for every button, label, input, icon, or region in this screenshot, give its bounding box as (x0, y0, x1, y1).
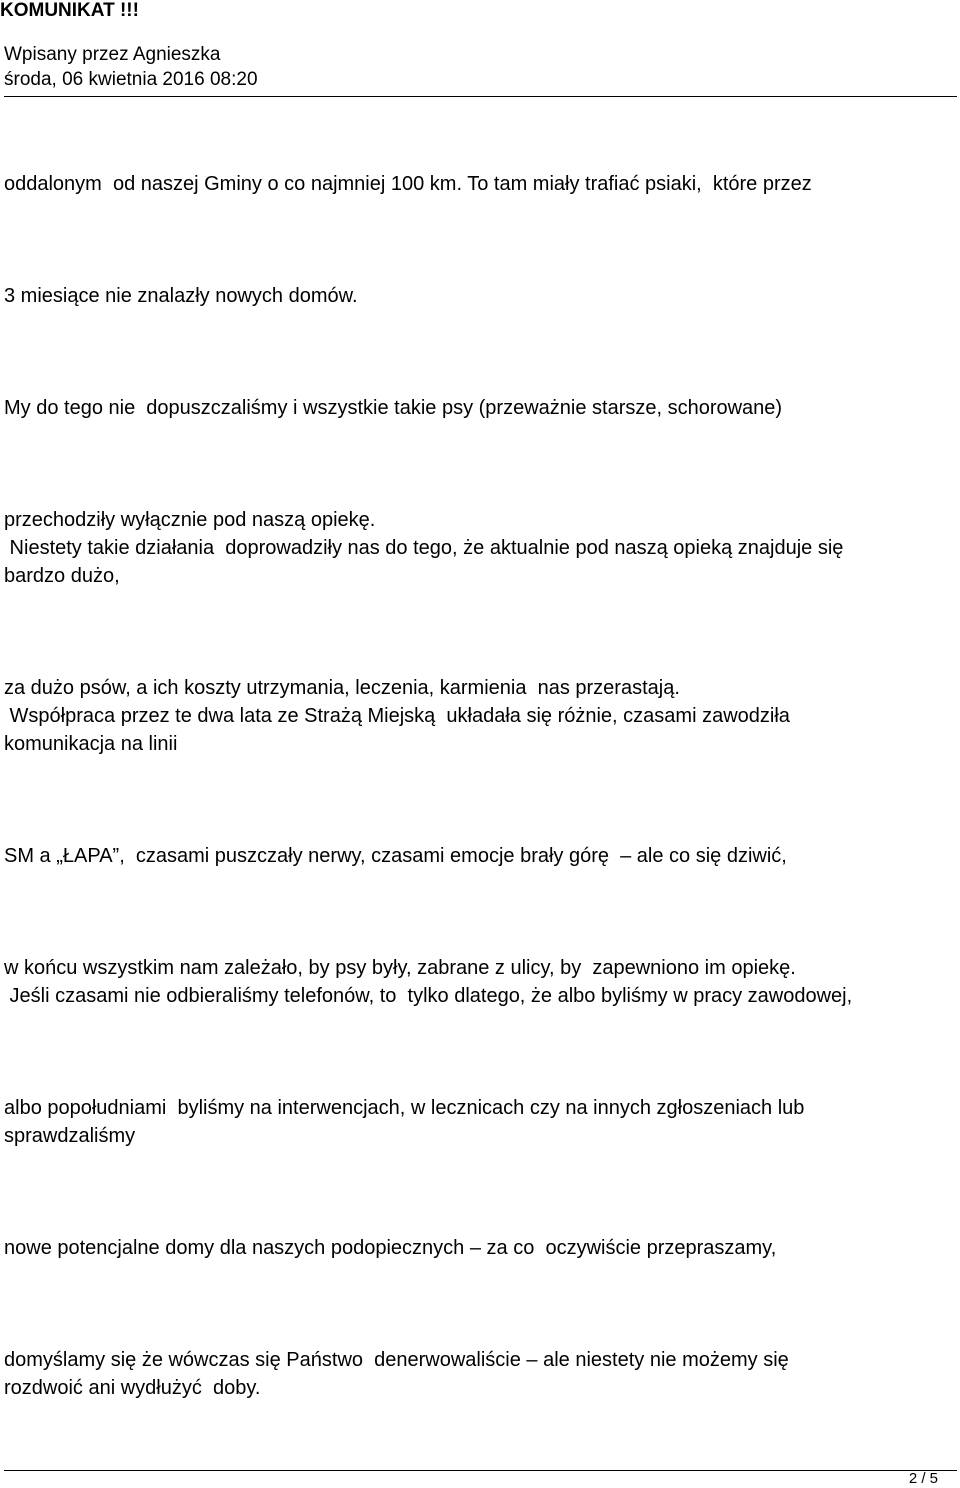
body-line: komunikacja na linii (4, 733, 178, 755)
body-line: rozdwoić ani wydłużyć doby. (4, 1377, 261, 1399)
body-line: albo popołudniami byliśmy na interwencjach, w lecznicach czy na innych zgłoszeniach lub (4, 1097, 805, 1119)
body-line: nowe potencjalne domy dla naszych podopiecznych – za co oczywiście przepraszamy, (4, 1237, 777, 1259)
document-title: KOMUNIKAT !!! (0, 0, 139, 21)
author-line: Wpisany przez Agnieszka (4, 44, 221, 65)
footer-divider (4, 1470, 957, 1471)
body-line: SM a „ŁAPA”, czasami puszczały nerwy, czasami emocje brały górę – ale co się dziwić, (4, 845, 787, 867)
date-line: środa, 06 kwietnia 2016 08:20 (4, 69, 258, 90)
page-number: 2 / 5 (908, 1470, 938, 1487)
body-line: za dużo psów, a ich koszty utrzymania, leczenia, karmienia nas przerastają. (4, 677, 680, 699)
body-line: My do tego nie dopuszczaliśmy i wszystkie takie psy (przeważnie starsze, schorowane) (4, 397, 783, 419)
body-line: w końcu wszystkim nam zależało, by psy były, zabrane z ulicy, by zapewniono im opiekę. (4, 957, 796, 979)
body-line: bardzo dużo, (4, 565, 120, 587)
body-line: Jeśli czasami nie odbieraliśmy telefonów, to tylko dlatego, że albo byliśmy w pracy zawodowej, (4, 985, 853, 1007)
body-line: 3 miesiące nie znalazły nowych domów. (4, 285, 358, 307)
header-divider (4, 96, 957, 97)
body-line: Współpraca przez te dwa lata ze Strażą Miejską układała się różnie, czasami zawodziła (4, 705, 790, 727)
body-line: sprawdzaliśmy (4, 1125, 136, 1147)
body-line: domyślamy się że wówczas się Państwo denerwowaliście – ale niestety nie możemy się (4, 1349, 789, 1371)
body-line: oddalonym od naszej Gminy o co najmniej 100 km. To tam miały trafiać psiaki, które przez (4, 173, 812, 195)
body-line: Niestety takie działania doprowadziły nas do tego, że aktualnie pod naszą opieką znajduje się (4, 537, 844, 559)
body-line: przechodziły wyłącznie pod naszą opiekę. (4, 509, 376, 531)
